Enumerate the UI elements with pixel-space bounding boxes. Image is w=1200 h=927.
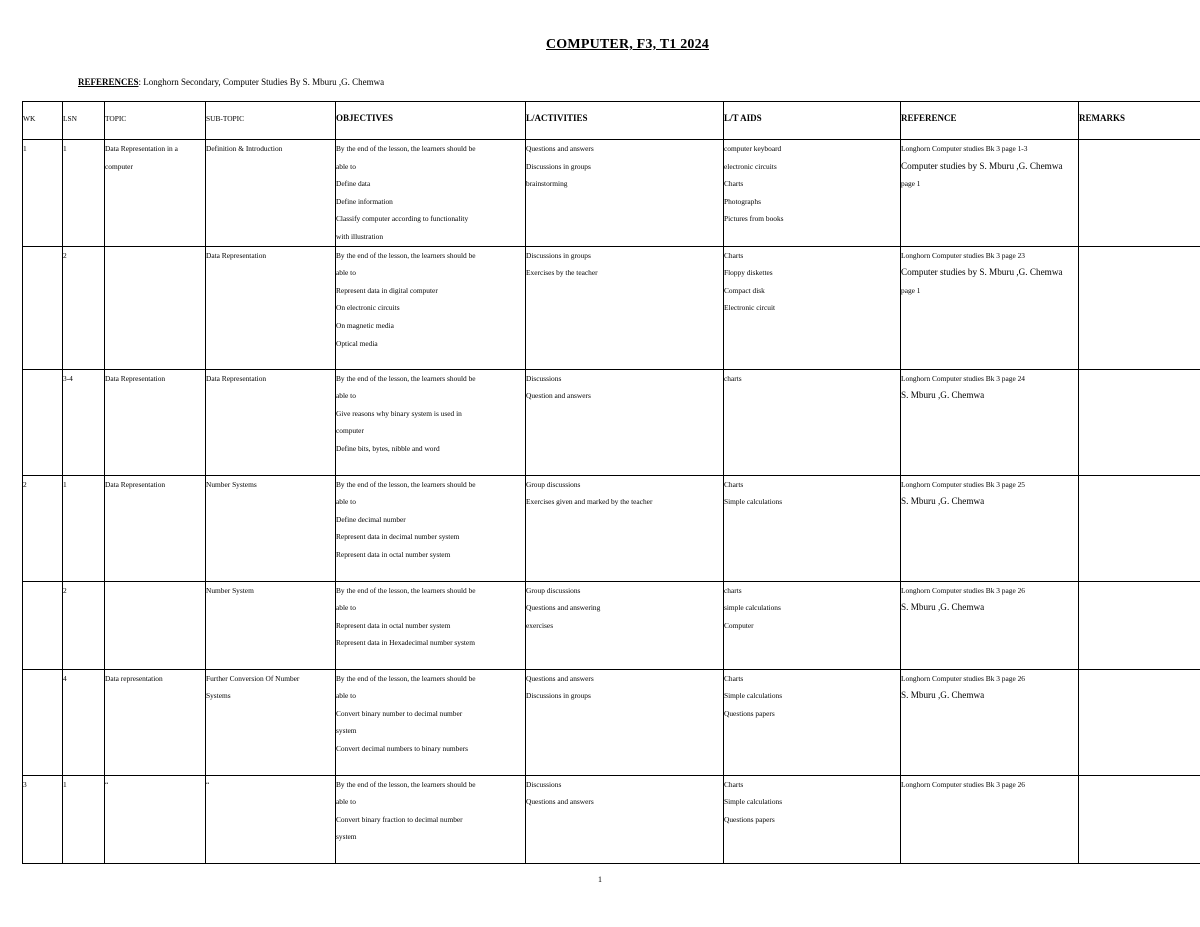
cell-objectives-line: By the end of the lesson, the learners should be [336, 673, 476, 683]
cell-lsn: 1 [63, 775, 105, 863]
cell-topic-line: Data Representation [105, 373, 166, 383]
cell-objectives-line: Optical media [336, 338, 378, 348]
cell-lsn: 3-4 [63, 369, 105, 475]
cell-topic [105, 140, 206, 247]
cell-objectives-line: On electronic circuits [336, 303, 400, 313]
cell-objectives-line: Convert binary fraction to decimal number [336, 814, 463, 824]
cell-lsn: 1 [63, 140, 105, 247]
cell-aids-line: computer keyboard [724, 144, 782, 153]
cell-reference [901, 775, 1079, 863]
cell-subtopic [206, 775, 336, 863]
cell-objectives-line: Define bits, bytes, nibble and word [336, 443, 440, 453]
cell-objectives-line: able to [336, 691, 356, 701]
cell-reference-line: S. Mburu ,G. Chemwa [901, 390, 985, 401]
cell-topic [105, 581, 206, 669]
document-title: COMPUTER, F3, T1 2024 [546, 37, 709, 52]
cell-reference-line: Longhorn Computer studies Bk 3 page 25 [901, 479, 1025, 489]
page-number: 1 [598, 875, 602, 884]
cell-aids-line: simple calculations [724, 603, 781, 613]
cell-objectives-line: able to [336, 603, 356, 613]
cell-objectives-line: Represent data in octal number system [336, 620, 451, 630]
cell-activities [526, 369, 724, 475]
cell-activities-line: Questions and answers [526, 144, 594, 153]
table-row [23, 140, 1200, 247]
cell-reference-line: Longhorn Computer studies Bk 3 page 24 [901, 373, 1025, 383]
cell-remarks [1079, 246, 1200, 369]
cell-objectives-line: Represent data in octal number system [336, 549, 451, 559]
cell-aids-line: electronic circuits [724, 161, 777, 171]
cell-objectives [336, 581, 526, 669]
cell-aids-line: Simple calculations [724, 497, 783, 507]
cell-activities-line: Exercises by the teacher [526, 268, 598, 278]
cell-aids-line: Photographs [724, 196, 761, 206]
cell-reference-line: Computer studies by S. Mburu ,G. Chemwa [901, 160, 1063, 171]
cell-aids-line: Charts [724, 779, 744, 789]
table-body [23, 140, 1200, 864]
cell-objectives-line: Represent data in Hexadecimal number system [336, 638, 475, 648]
cell-activities-line: brainstorming [526, 179, 568, 189]
cell-objectives-line: able to [336, 797, 356, 807]
cell-aids-line: Pictures from books [724, 214, 784, 224]
cell-activities [526, 475, 724, 581]
cell-topic-line: computer [105, 161, 133, 171]
cell-reference-line: S. Mburu ,G. Chemwa [901, 602, 985, 613]
cell-aids [724, 775, 901, 863]
cell-aids-line: Questions papers [724, 814, 775, 824]
cell-topic [105, 369, 206, 475]
cell-activities-line: Discussions in groups [526, 250, 591, 260]
cell-topic-line: Data Representation in a [105, 144, 178, 153]
table-row [23, 669, 1200, 775]
cell-objectives [336, 775, 526, 863]
scheme-of-work-table [22, 101, 1200, 864]
cell-aids-line: Computer [724, 620, 754, 630]
cell-activities-line: Discussions [526, 779, 562, 789]
cell-topic [105, 475, 206, 581]
cell-topic [105, 775, 206, 863]
cell-aids-line: Questions papers [724, 708, 775, 718]
cell-lsn: 2 [63, 246, 105, 369]
cell-reference [901, 369, 1079, 475]
cell-reference-line: Longhorn Computer studies Bk 3 page 26 [901, 779, 1025, 789]
cell-objectives-line: Represent data in decimal number system [336, 532, 460, 542]
cell-objectives-line: Give reasons why binary system is used in [336, 408, 462, 418]
cell-objectives-line: able to [336, 391, 356, 401]
cell-reference-line: S. Mburu ,G. Chemwa [901, 690, 985, 701]
cell-aids [724, 669, 901, 775]
cell-activities [526, 581, 724, 669]
cell-activities-line: Group discussions [526, 585, 581, 595]
cell-wk: 3 [23, 775, 63, 863]
cell-aids-line: Charts [724, 250, 744, 260]
cell-remarks [1079, 581, 1200, 669]
cell-subtopic-line: Data Representation [206, 250, 267, 260]
cell-remarks [1079, 669, 1200, 775]
header-topic: TOPIC [105, 102, 206, 140]
cell-objectives [336, 669, 526, 775]
cell-reference-line: Computer studies by S. Mburu ,G. Chemwa [901, 267, 1063, 278]
cell-objectives [336, 475, 526, 581]
cell-aids-line: Floppy diskettes [724, 268, 773, 278]
cell-aids-line: Simple calculations [724, 691, 783, 701]
cell-subtopic [206, 475, 336, 581]
table-row [23, 369, 1200, 475]
cell-wk [23, 669, 63, 775]
cell-reference-line: page 1 [901, 285, 921, 295]
cell-activities-line: Question and answers [526, 391, 591, 401]
cell-aids-line: Charts [724, 179, 744, 189]
header-objectives: OBJECTIVES [336, 102, 526, 140]
cell-objectives-line: computer [336, 426, 364, 436]
header-subtopic: SUB-TOPIC [206, 102, 336, 140]
cell-objectives-line: By the end of the lesson, the learners should be [336, 144, 476, 153]
cell-aids-line: Electronic circuit [724, 303, 776, 313]
cell-lsn: 2 [63, 581, 105, 669]
cell-objectives-line: Define information [336, 196, 393, 206]
cell-lsn: 4 [63, 669, 105, 775]
cell-objectives-line: able to [336, 268, 356, 278]
cell-wk [23, 369, 63, 475]
table-row [23, 475, 1200, 581]
cell-objectives-line: By the end of the lesson, the learners should be [336, 479, 476, 489]
cell-objectives-line: Define data [336, 179, 371, 189]
cell-aids [724, 140, 901, 247]
cell-reference [901, 246, 1079, 369]
cell-wk: 2 [23, 475, 63, 581]
cell-reference [901, 475, 1079, 581]
cell-reference-line: Longhorn Computer studies Bk 3 page 26 [901, 585, 1025, 595]
cell-reference [901, 140, 1079, 247]
cell-activities-line: exercises [526, 620, 554, 630]
cell-activities-line: Questions and answers [526, 673, 594, 683]
header-lsn: LSN [63, 102, 105, 140]
table-header-row [23, 102, 1200, 140]
cell-remarks [1079, 140, 1200, 247]
cell-lsn: 1 [63, 475, 105, 581]
cell-subtopic-line: Number System [206, 585, 254, 595]
cell-topic-line: Data Representation [105, 479, 166, 489]
cell-aids [724, 475, 901, 581]
cell-reference [901, 581, 1079, 669]
cell-activities-line: Discussions [526, 373, 562, 383]
cell-subtopic [206, 246, 336, 369]
cell-activities [526, 246, 724, 369]
references-label: REFERENCES [78, 77, 139, 87]
cell-subtopic-line: Data Representation [206, 373, 267, 383]
cell-objectives-line: On magnetic media [336, 320, 394, 330]
cell-reference-line: page 1 [901, 179, 921, 189]
cell-wk [23, 581, 63, 669]
cell-objectives-line: Convert binary number to decimal number [336, 708, 463, 718]
cell-objectives-line: Define decimal number [336, 514, 406, 524]
cell-activities-line: Questions and answering [526, 603, 601, 613]
cell-aids [724, 581, 901, 669]
cell-objectives [336, 369, 526, 475]
cell-objectives-line: Classify computer according to functionality [336, 214, 469, 224]
cell-objectives-line: able to [336, 161, 356, 171]
cell-objectives-line: Convert decimal numbers to binary numbers [336, 743, 468, 753]
cell-reference-line: S. Mburu ,G. Chemwa [901, 496, 985, 507]
cell-topic-line: “ [105, 779, 109, 789]
cell-aids-line: charts [724, 373, 742, 383]
cell-reference [901, 669, 1079, 775]
cell-objectives-line: By the end of the lesson, the learners should be [336, 585, 476, 595]
cell-subtopic-line: “ [206, 779, 210, 789]
cell-subtopic [206, 581, 336, 669]
cell-aids-line: Compact disk [724, 285, 765, 295]
cell-objectives-line: By the end of the lesson, the learners should be [336, 250, 476, 260]
cell-wk [23, 246, 63, 369]
header-aids: L/T AIDS [724, 102, 901, 140]
references-text: : Longhorn Secondary, Computer Studies By S. Mburu ,G. Chemwa [138, 77, 385, 87]
cell-activities-line: Exercises given and marked by the teacher [526, 497, 653, 507]
cell-objectives [336, 246, 526, 369]
header-reference: REFERENCE [901, 102, 1079, 140]
cell-topic [105, 669, 206, 775]
cell-subtopic-line: Definition & Introduction [206, 144, 283, 153]
cell-topic [105, 246, 206, 369]
table-row [23, 581, 1200, 669]
cell-objectives-line: system [336, 726, 357, 736]
table-row [23, 246, 1200, 369]
cell-subtopic-line: Number Systems [206, 479, 257, 489]
cell-aids-line: Simple calculations [724, 797, 783, 807]
cell-remarks [1079, 475, 1200, 581]
cell-activities-line: Discussions in groups [526, 161, 591, 171]
cell-activities [526, 775, 724, 863]
cell-subtopic-line: Further Conversion Of Number [206, 673, 300, 683]
cell-aids [724, 369, 901, 475]
cell-reference-line: Longhorn Computer studies Bk 3 page 1-3 [901, 144, 1028, 153]
cell-subtopic [206, 369, 336, 475]
cell-activities-line: Questions and answers [526, 797, 594, 807]
cell-remarks [1079, 369, 1200, 475]
cell-reference-line: Longhorn Computer studies Bk 3 page 26 [901, 673, 1025, 683]
cell-activities-line: Group discussions [526, 479, 581, 489]
cell-reference-line: Longhorn Computer studies Bk 3 page 23 [901, 250, 1025, 260]
cell-objectives-line: with illustration [336, 231, 384, 241]
cell-objectives-line: system [336, 832, 357, 842]
header-activities: L/ACTIVITIES [526, 102, 724, 140]
cell-aids-line: Charts [724, 673, 744, 683]
cell-subtopic [206, 669, 336, 775]
cell-objectives-line: able to [336, 497, 356, 507]
cell-subtopic-line: Systems [206, 691, 231, 701]
cell-subtopic [206, 140, 336, 247]
cell-objectives [336, 140, 526, 247]
cell-activities [526, 140, 724, 247]
cell-aids [724, 246, 901, 369]
cell-aids-line: Charts [724, 479, 744, 489]
cell-topic-line: Data representation [105, 673, 163, 683]
table-row [23, 775, 1200, 863]
header-remarks: REMARKS [1079, 102, 1200, 140]
cell-remarks [1079, 775, 1200, 863]
cell-aids-line: charts [724, 585, 742, 595]
references-line [78, 77, 384, 87]
cell-objectives-line: By the end of the lesson, the learners should be [336, 373, 476, 383]
cell-objectives-line: By the end of the lesson, the learners should be [336, 779, 476, 789]
header-wk: WK [23, 102, 63, 140]
cell-activities-line: Discussions in groups [526, 691, 591, 701]
cell-activities [526, 669, 724, 775]
cell-objectives-line: Represent data in digital computer [336, 285, 438, 295]
cell-wk: 1 [23, 140, 63, 247]
